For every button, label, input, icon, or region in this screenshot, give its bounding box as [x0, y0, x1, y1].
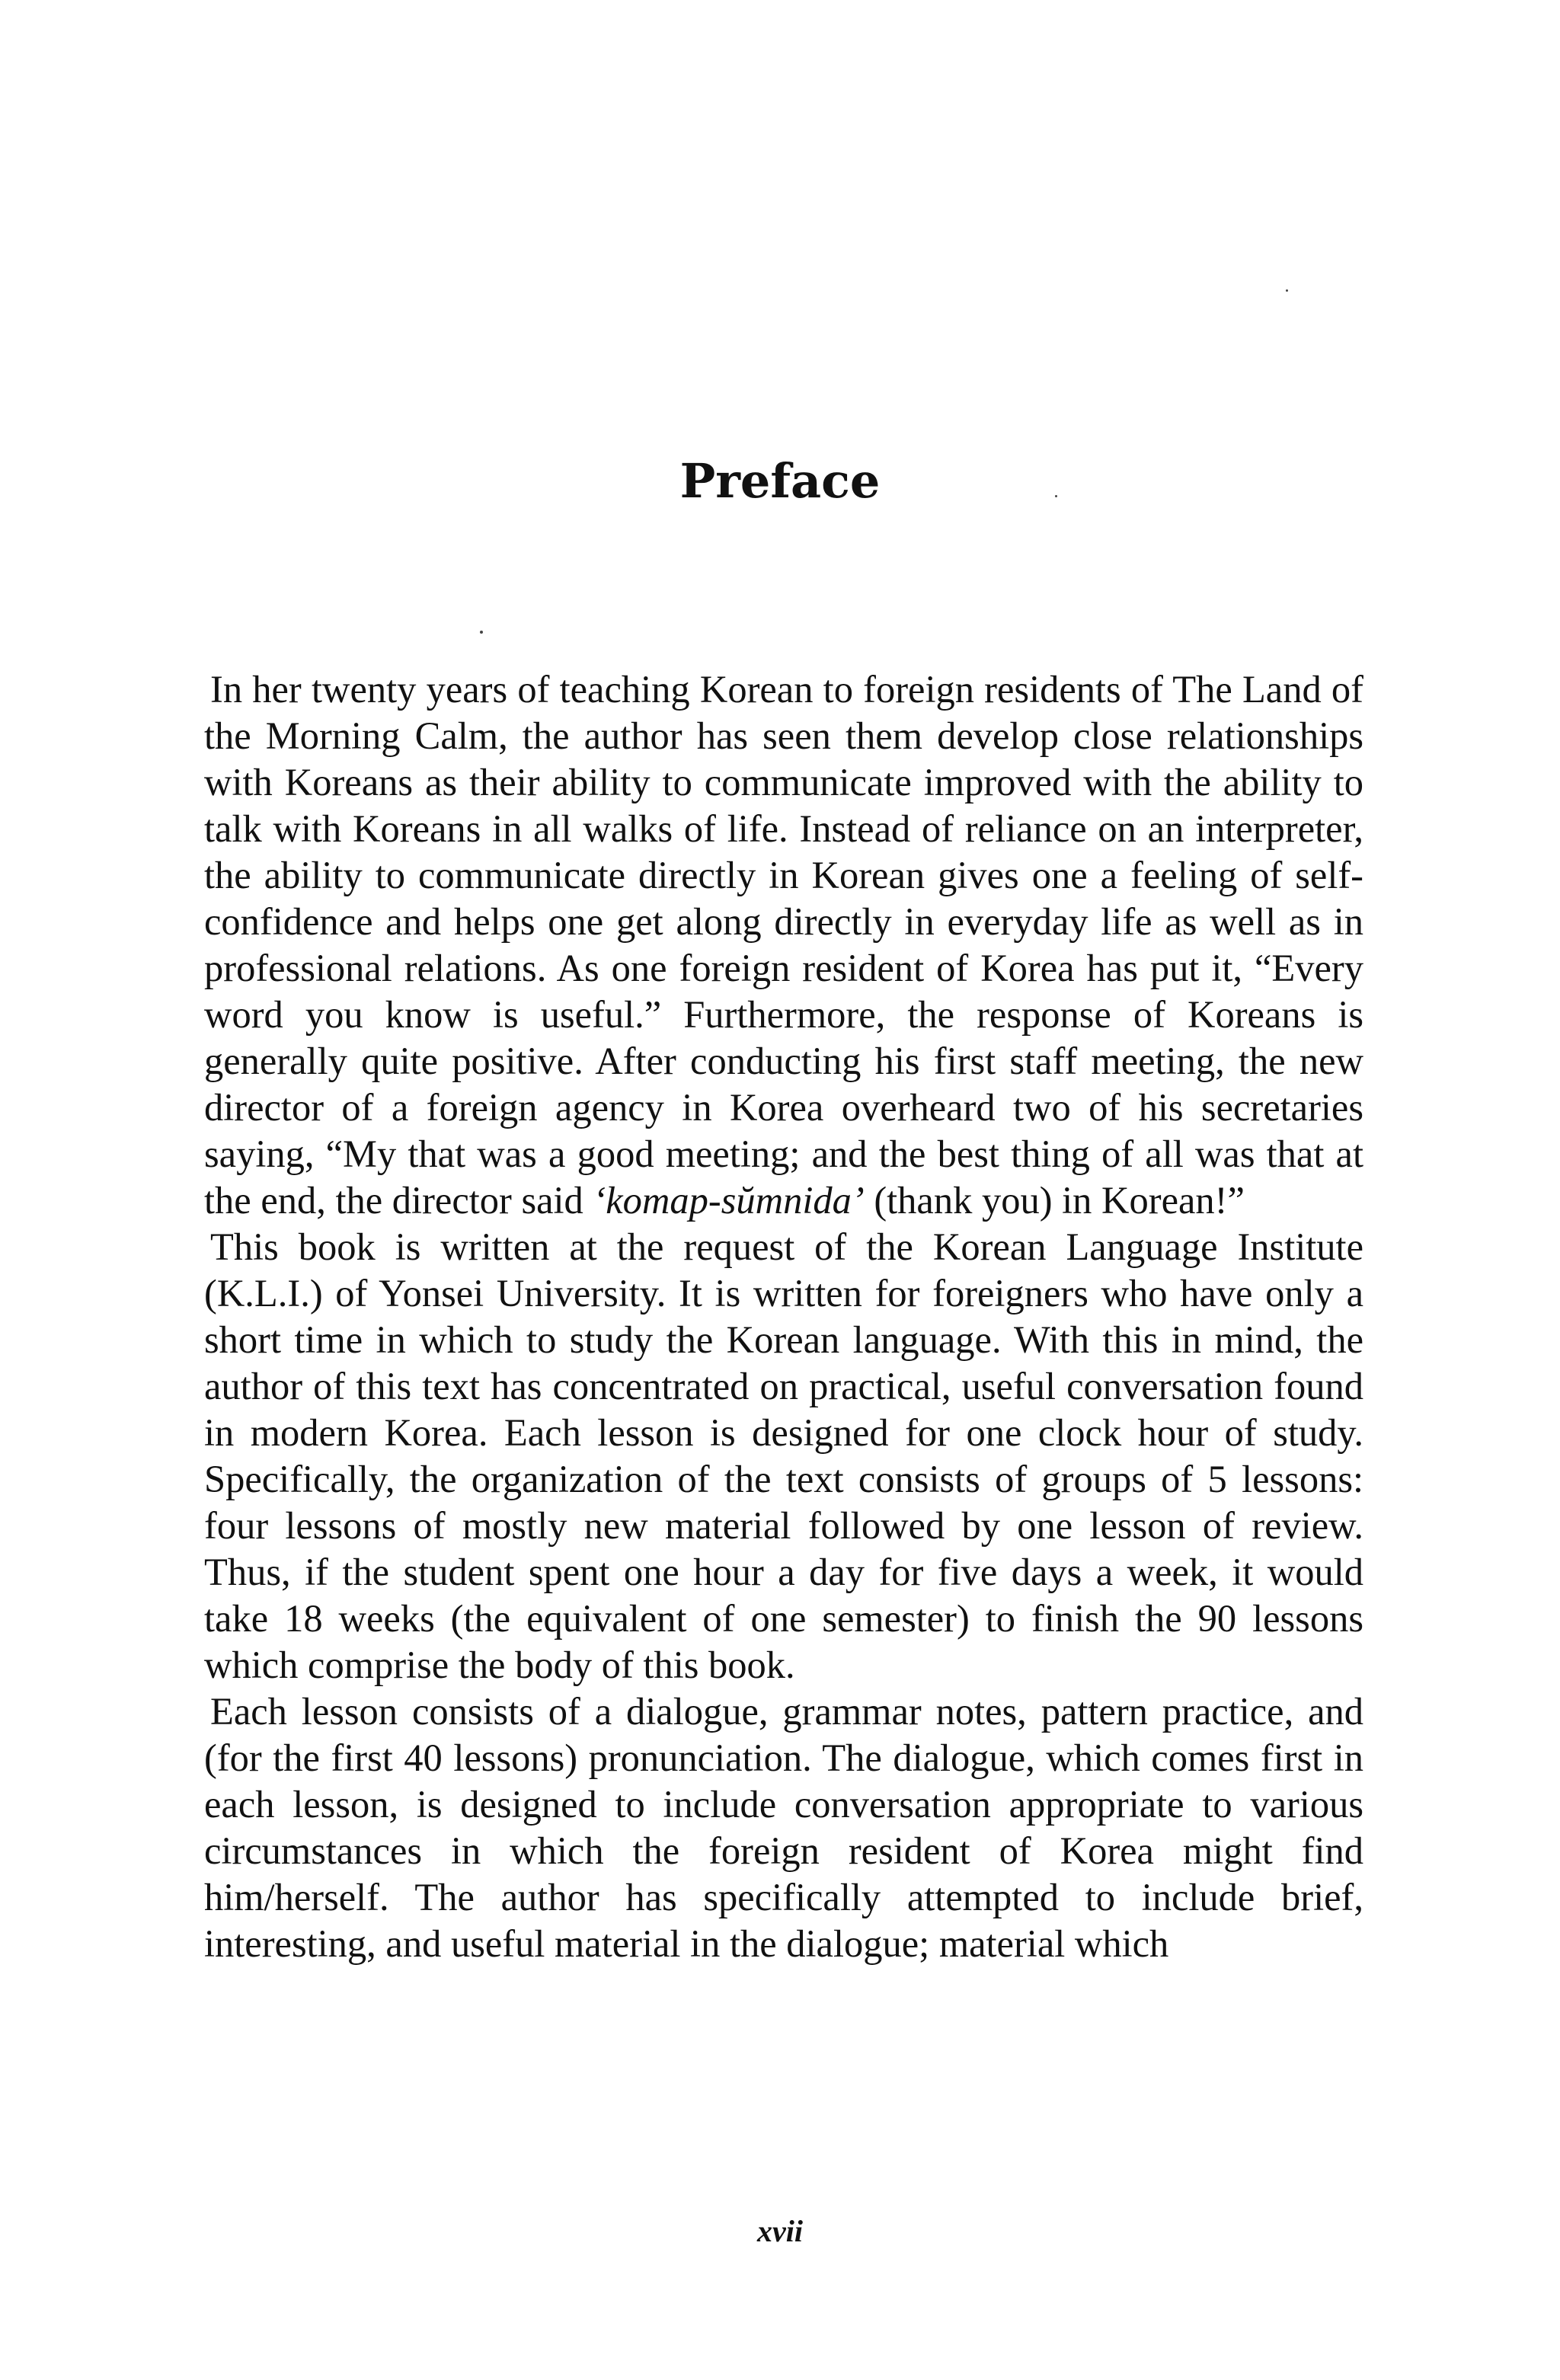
print-speck	[1055, 495, 1057, 497]
body-text	[204, 666, 1363, 1967]
paragraph-1-text-end: (thank you) in Korean!”	[864, 1179, 1245, 1222]
page-title: Preface	[679, 453, 881, 509]
paragraph-3	[204, 1688, 1363, 1967]
paragraph-1-text: In her twenty years of teaching Korean to foreign residents of The Land of the Morning Calm, the author has seen them develop close relationships with Koreans as their ability to communicate improved with the ability to talk with Koreans in all walks of life. Instead of reliance on an interpreter, the ability to communicate directly in Korean gives one a feeling of self-confidence and helps one get along directly in everyday life as well as in professional relations. As one foreign resident of Korea has put it, “Every word you know is useful.” Furthermore, the response of Koreans is generally quite positive. After conducting his first staff meeting, the new director of a foreign agency in Korea overheard two of his secretaries saying, “My that was a good meeting; and the best thing of all was that at the end, the director said	[204, 668, 1363, 1222]
paragraph-3-text: Each lesson consists of a dialogue, grammar notes, pattern practice, and (for the first 40 lessons) pronunciation. The dialogue, which comes first in each lesson, is designed to include conversation appropriate to various circumstances in which the foreign resident of Korea might find him/herself. The author has specifically attempted to include brief, interesting, and useful material in the dialogue; material which	[204, 1690, 1363, 1965]
paragraph-2	[204, 1224, 1363, 1688]
print-speck	[480, 631, 483, 634]
paragraph-1	[204, 666, 1363, 1224]
page-number: xvii	[757, 2214, 803, 2248]
paragraph-1-korean-phrase: ‘komap-sŭmnida’	[593, 1179, 865, 1222]
paragraph-2-text: This book is written at the request of the Korean Language Institute (K.L.I.) of Yonsei University. It is written for foreigners who have only a short time in which to study the Korean language. With this in mind, the author of this text has concentrated on practical, useful conversation found in modern Korea. Each lesson is designed for one clock hour of study. Specifically, the organization of the text consists of groups of 5 lessons: four lessons of mostly new material followed by one lesson of review. Thus, if the student spent one hour a day for five days a week, it would take 18 weeks (the equivalent of one semester) to finish the 90 lessons which comprise the body of this book.	[204, 1225, 1363, 1686]
print-speck	[1286, 289, 1288, 292]
